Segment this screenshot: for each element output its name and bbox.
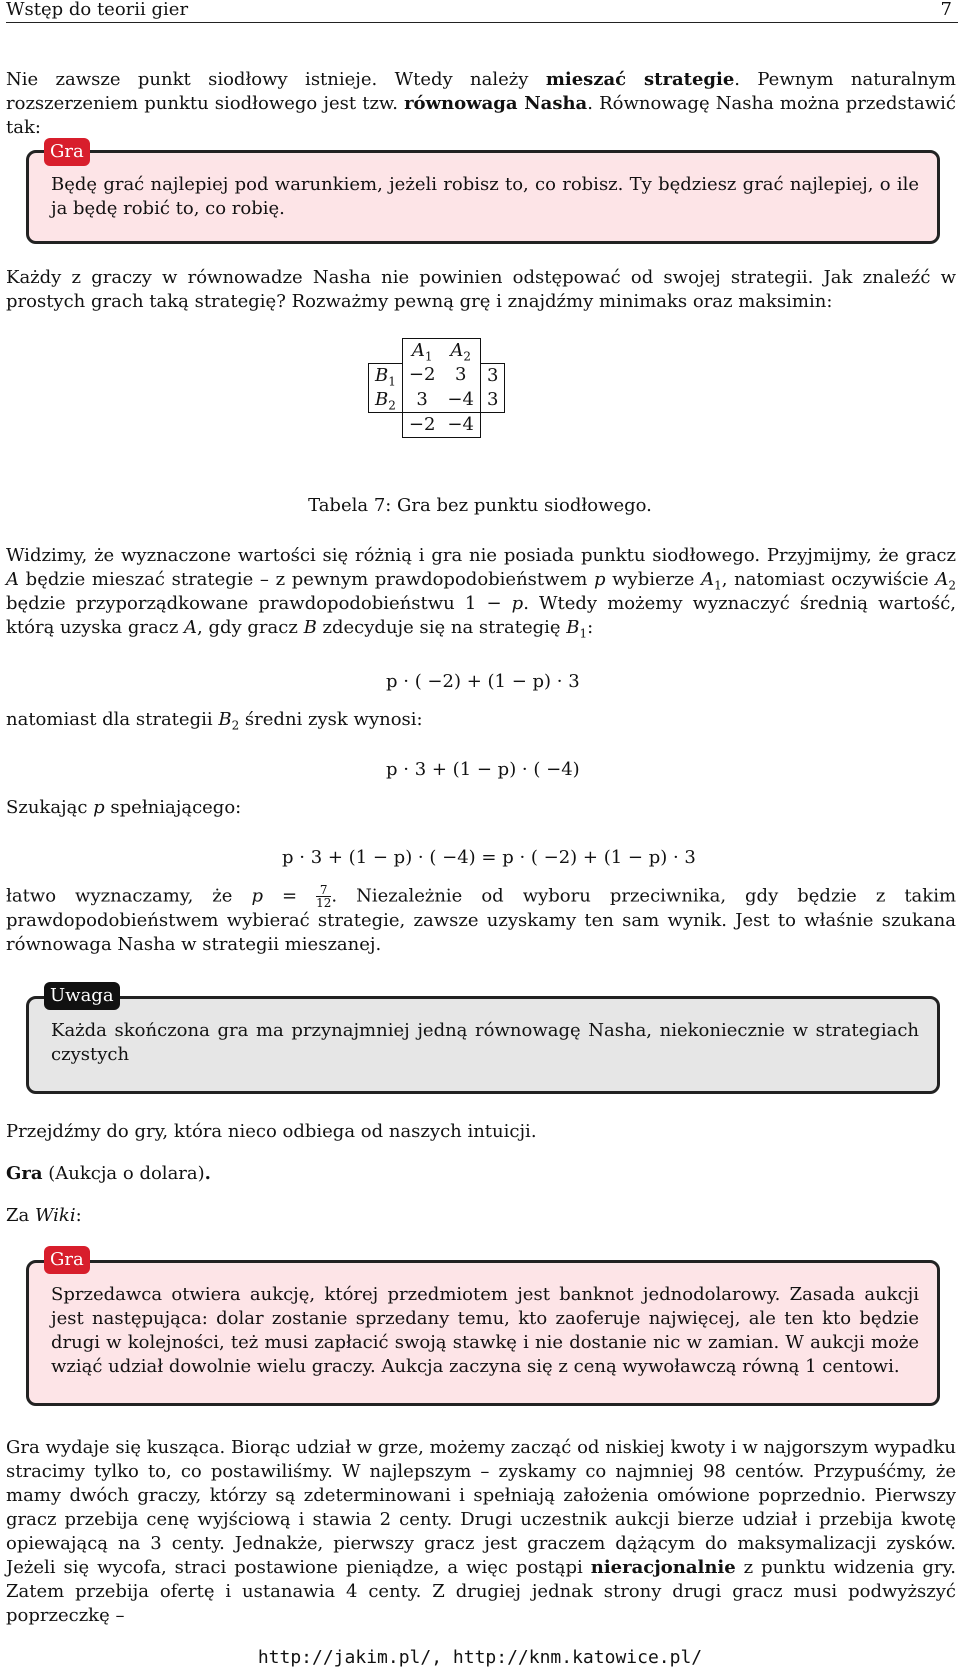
paragraph-intro: [6, 68, 956, 140]
paragraph-auction: Gra wydaje się kusząca. Biorąc udział w grze, możemy zacząć od niskiej kwoty i w najgorszym wypadku stracimy tylko to, co postawiliśmy. W najlepszym – zyskamy co najmniej 98 centów. Przypuśćmy, że mamy dwóch graczy, którzy są zdeterminowani i spełniają założenia omówione poprzednio. Pierwszy gracz przebija cenę wyjściową i stawia 2 centy. Drugi uczestnik aukcji bierze udział i przebija kwotę opiewającą na 3 centy. Jednakże, pierwszy gracz jest graczem dążącym do maksymalizacji zysków. Jeżeli się wycofa, straci postawione pieniądze, a więc postąpi nieracjonalnie z punktu widzenia gry. Zatem przebija ofertę i ustanawia 4 centy. Z drugiej jednak strony drugi gracz musi podwyższyć poprzeczkę –: [6, 1437, 956, 1626]
table-caption: Tabela 7: Gra bez punktu siodłowego.: [308, 495, 652, 516]
text: . Równowagę Nasha można przedstawić tak:: [6, 93, 956, 138]
col-header: $A_1$: [402, 339, 441, 364]
box-text: Będę grać najlepiej pod warunkiem, jeżeli robisz to, co robisz. Ty będziesz grać najlepiej, o ile ja będę robić to, co robię.: [51, 174, 919, 219]
col-header: $A_2$: [441, 339, 480, 364]
row-max: 3: [480, 388, 504, 413]
paragraph-transition: Przejdźmy do gry, która nieco odbiega od naszych intuicji.: [6, 1121, 537, 1142]
box-text: Każda skończona gra ma przynajmniej jedną równowagę Nasha, niekoniecznie w strategiach czystych: [51, 1020, 919, 1065]
col-min: −4: [441, 412, 480, 437]
paragraph-b2: natomiast dla strategii $B_2$ średni zysk wynosi:: [6, 709, 423, 733]
empty: [369, 412, 403, 437]
table-cell: −2: [402, 363, 441, 388]
game-box-nash: [26, 150, 940, 244]
game-box-auction: [26, 1260, 940, 1406]
box-text: Sprzedawca otwiera aukcję, której przedmiotem jest banknot jednodolarowy. Zasada aukcji jest następująca: dolar zostanie sprzedany temu, kto zaoferuje najwięcej, ale ten kto będzie drugi w kolejności, też musi zapłacić swoją stawkę i nie dostanie nic w zamian. W aukcji może wziąć udział dowolnie wielu graczy. Aukcja zaczyna się z ceną wywoławczą równą 1 centowi.: [51, 1284, 919, 1377]
empty: [480, 412, 504, 437]
text: Nie zawsze punkt siodłowy istnieje. Wtedy należy: [6, 69, 546, 90]
corner-empty: [480, 339, 504, 364]
box-tag: Uwaga: [44, 982, 120, 1010]
footer-links: http://jakim.pl/, http://knm.katowice.pl/: [257, 1647, 703, 1668]
equation-1: p · ( −2) + (1 − p) · 3: [386, 671, 580, 692]
page-header: [6, 0, 958, 23]
table-cell: −4: [447, 388, 474, 410]
table-cell: 3: [454, 364, 467, 386]
header-title: Wstęp do teorii gier: [6, 0, 189, 20]
row-max: 3: [480, 363, 504, 388]
box-tag: Gra: [44, 1246, 90, 1274]
equation-2: p · 3 + (1 − p) · ( −4): [386, 759, 580, 780]
row-header-empty: [369, 339, 403, 364]
paragraph-strategy: Każdy z graczy w równowadze Nasha nie powinien odstępować od swojej strategii. Jak znaleźć w prostych grach taką strategię? Rozważmy pewną grę i znajdźmy minimaks oraz maksimin:: [6, 267, 956, 312]
table-cell: 3: [402, 388, 441, 413]
box-tag: Gra: [44, 138, 90, 166]
bold-term: równowaga Nasha: [404, 93, 588, 114]
col-min: −2: [402, 412, 441, 437]
payoff-table: [368, 338, 505, 438]
text: . Pewnym naturalnym rozszerzeniem punktu siodłowego jest tzw.: [6, 69, 956, 114]
paragraph-wiki: Za Wiki:: [6, 1205, 82, 1226]
page-number: 7: [940, 0, 952, 20]
equation-3: p · 3 + (1 − p) · ( −4) = p · ( −2) + (1 − p) · 3: [282, 847, 696, 868]
game-heading: Gra (Aukcja o dolara).: [6, 1163, 211, 1184]
bold-term: mieszać strategie: [545, 69, 735, 90]
row-header: $B_2$: [369, 388, 403, 413]
paragraph-mixed: Widzimy, że wyznaczone wartości się różnią i gra nie posiada punktu siodłowego. Przyjmijmy, że gracz A będzie mieszać strategie – z pewnym prawdopodobieństwem p wybierze $A_1$, natomiast oczywiście $A_2$ będzie przyporządkowane prawdopodobieństwu 1 − p. Wtedy możemy wyznaczyć średnią wartość, którą uzyska gracz A, gdy gracz B zdecyduje się na strategię $B_1$:: [6, 545, 956, 641]
paragraph-search: Szukając p spełniającego:: [6, 797, 242, 818]
row-header: $B_1$: [369, 363, 403, 388]
fraction: $\frac{7}{12}$: [316, 883, 332, 910]
paragraph-result: łatwo wyznaczamy, że p = $\frac{7}{12}$ . Niezależnie od wyboru przeciwnika, gdy będzie z takim prawdopodobieństwem wybierać strategie, zawsze uzyskamy ten sam wynik. Jest to właśnie szukana równowaga Nasha w strategii mieszanej.: [6, 883, 957, 955]
note-box: [26, 996, 940, 1094]
